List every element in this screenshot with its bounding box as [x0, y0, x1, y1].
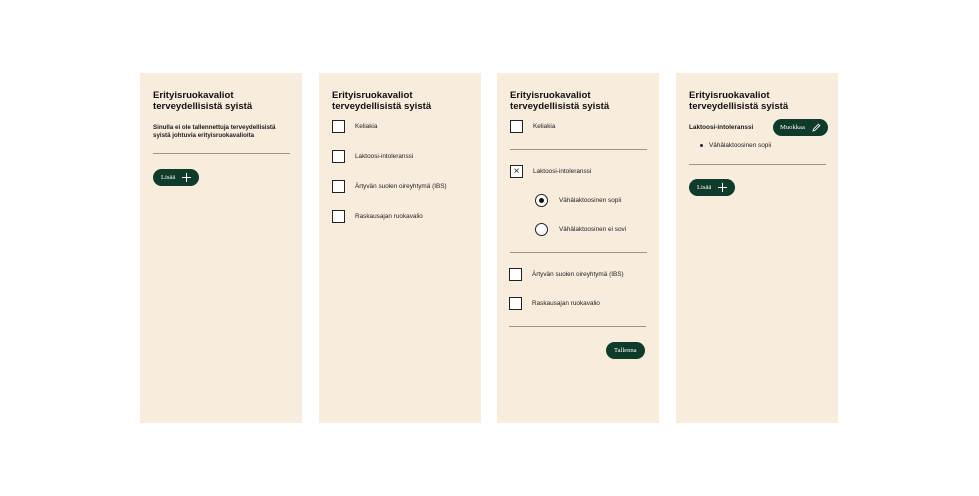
sub-option-sopii[interactable] [535, 194, 621, 207]
add-button-label: Lisää [697, 184, 712, 191]
divider [509, 326, 646, 327]
option-label: Raskausajan ruokavalio [532, 300, 600, 307]
card-title: Erityisruokavaliot terveydellisistä syistä [332, 90, 432, 112]
save-button[interactable] [606, 342, 645, 359]
option-label: Raskausajan ruokavalio [355, 213, 423, 220]
empty-state-text: Sinulla ei ole tallennettuja terveydellisistä syistä johtuvia erityisruokavalioita [153, 124, 276, 139]
option-label: Keliakia [355, 123, 378, 130]
diet-card-editing [497, 73, 659, 423]
option-label: Ärtyvän suolen oireyhtymä (IBS) [532, 271, 624, 278]
sub-option-label: Vähälaktoosinen ei sovi [559, 226, 627, 233]
diet-card-saved [676, 73, 838, 423]
radio[interactable] [535, 223, 548, 236]
card-title: Erityisruokavaliot terveydellisistä syistä [689, 90, 789, 112]
diet-card-options [319, 73, 481, 423]
pencil-icon [812, 123, 821, 132]
option-label: Laktoosi-intoleranssi [355, 153, 414, 160]
diet-detail-label: Vähälaktoosinen sopii [709, 142, 772, 149]
save-button-label: Tallenna [614, 347, 637, 354]
option-ibs[interactable] [332, 180, 447, 193]
edit-button-label: Muokkaa [780, 124, 805, 131]
option-raskaus[interactable] [509, 297, 600, 310]
saved-diet-detail [700, 142, 771, 149]
option-label: Laktoosi-intoleranssi [533, 168, 592, 175]
checkbox[interactable] [332, 120, 345, 133]
saved-diet-name: Laktoosi-intoleranssi [689, 124, 754, 131]
diet-card-empty [140, 73, 302, 423]
edit-button[interactable] [773, 119, 828, 136]
plus-icon [182, 173, 191, 182]
x-icon: × [513, 165, 520, 177]
sub-option-ei-sovi[interactable] [535, 223, 626, 236]
checkbox[interactable] [509, 297, 522, 310]
option-label: Keliakia [533, 123, 556, 130]
option-laktoosi[interactable] [510, 165, 591, 178]
checkbox[interactable] [509, 268, 522, 281]
radio-dot [539, 198, 544, 203]
checkbox[interactable] [510, 120, 523, 133]
option-keliakia[interactable] [332, 120, 377, 133]
sub-option-label: Vähälaktoosinen sopii [559, 197, 622, 204]
divider [510, 252, 647, 253]
option-keliakia[interactable] [510, 120, 555, 133]
option-label: Ärtyvän suolen oireyhtymä (IBS) [355, 183, 447, 190]
option-raskaus[interactable] [332, 210, 423, 223]
card-title: Erityisruokavaliot terveydellisistä syistä [153, 90, 253, 112]
radio-selected[interactable] [535, 194, 548, 207]
plus-icon [718, 183, 727, 192]
checkbox[interactable] [332, 210, 345, 223]
add-button[interactable] [153, 169, 199, 186]
add-button[interactable] [689, 179, 735, 196]
add-button-label: Lisää [161, 174, 176, 181]
divider [689, 164, 826, 165]
option-laktoosi[interactable] [332, 150, 413, 163]
divider [153, 153, 290, 154]
option-ibs[interactable] [509, 268, 624, 281]
checkbox[interactable] [332, 180, 345, 193]
checkbox[interactable] [332, 150, 345, 163]
card-title: Erityisruokavaliot terveydellisistä syistä [510, 90, 610, 112]
divider [510, 149, 647, 150]
checkbox-checked[interactable] [510, 165, 523, 178]
bullet [700, 144, 703, 147]
